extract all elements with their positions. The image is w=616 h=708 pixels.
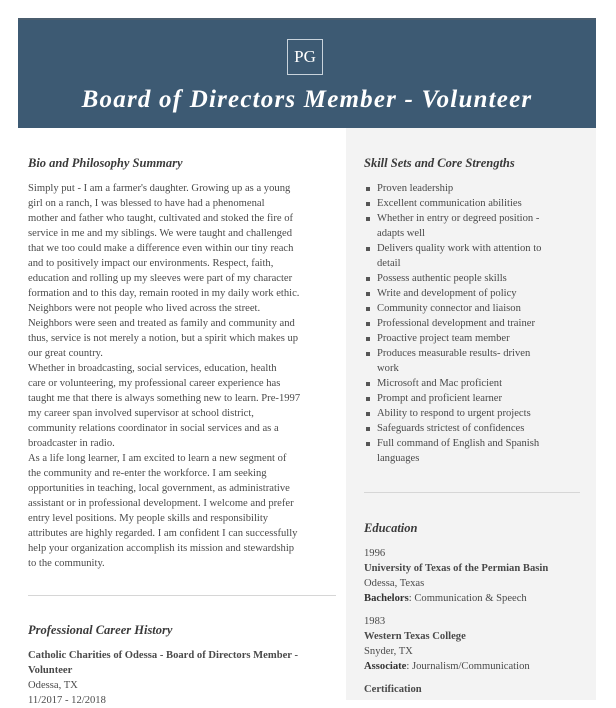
bullet-icon	[366, 352, 370, 356]
resume-header	[18, 18, 596, 128]
divider	[28, 595, 336, 596]
skill-text: languages	[377, 453, 420, 464]
education-entry	[364, 614, 580, 674]
bio-line: assistant or in professional development. I welcome and prefer	[28, 498, 294, 509]
skill-text: Delivers quality work with attention to	[377, 243, 542, 254]
skill-text: Full command of English and Spanish	[377, 438, 540, 449]
skill-item	[364, 406, 580, 421]
education-year: 1983	[364, 616, 386, 627]
skill-item	[364, 436, 580, 466]
skill-text: detail	[377, 258, 401, 269]
bullet-icon	[366, 412, 370, 416]
bio-line: the community and re-enter the workforce. I am seeking	[28, 468, 267, 479]
bio-line: to the community.	[28, 558, 105, 569]
bullet-icon	[366, 202, 370, 206]
skill-text: Possess authentic people skills	[377, 273, 507, 284]
degree-field: : Journalism/Communication	[406, 661, 530, 672]
skill-text: Community connector and liaison	[377, 303, 521, 314]
career-line: 11/2017 - 12/2018	[28, 695, 106, 706]
career-entry	[28, 648, 336, 708]
bio-line: broadcaster in radio.	[28, 438, 115, 449]
education-location: Snyder, TX	[364, 646, 413, 657]
bullet-icon	[366, 247, 370, 251]
degree-field: : Communication & Speech	[408, 593, 527, 604]
bio-line: mother and father who taught, cultivated and stoked the fire of	[28, 213, 294, 224]
skill-text: Safeguards strictest of confidences	[377, 423, 525, 434]
bio-line: my career span involved supervisor at school district,	[28, 408, 254, 419]
bio-line: attributes are highly regarded. I am confident I can successfully	[28, 528, 298, 539]
bio-line: Simply put - I am a farmer's daughter. Growing up as a young	[28, 183, 291, 194]
bio-line: formation and to this day, remain rooted in my daily work ethic.	[28, 288, 300, 299]
skill-item	[364, 376, 580, 391]
bio-line: opportunities in teaching, local government, as administrative	[28, 483, 290, 494]
skill-item	[364, 286, 580, 301]
bio-line: and to positively impact our environments. Respect, faith,	[28, 258, 274, 269]
education-school: Western Texas College	[364, 631, 466, 642]
skill-item	[364, 331, 580, 346]
bio-line: service in me and my siblings. We were taught and challenged	[28, 228, 293, 239]
bio-line: entry level positions. My people skills and responsibility	[28, 513, 269, 524]
skills-list	[364, 181, 580, 466]
education-heading: Education	[364, 521, 418, 535]
skill-text: Whether in entry or degreed position -	[377, 213, 540, 224]
degree-label: Bachelors	[364, 593, 409, 604]
bio-line: taught me that there is always something new to learn. Pre-1997	[28, 393, 301, 404]
bio-line: Neighbors were seen and treated as family and community and	[28, 318, 295, 329]
main-column	[28, 150, 336, 708]
education-school: University of Texas of the Permian Basin	[364, 563, 549, 574]
skill-item	[364, 211, 580, 241]
skill-item	[364, 181, 580, 196]
skill-text: Ability to respond to urgent projects	[377, 408, 531, 419]
skill-item	[364, 271, 580, 286]
skill-text: Proven leadership	[377, 183, 454, 194]
skill-item	[364, 316, 580, 331]
education-degree	[364, 591, 580, 606]
bullet-icon	[366, 307, 370, 311]
education-entry	[364, 546, 580, 606]
bio-line: Whether in broadcasting, social services, education, health	[28, 363, 277, 374]
career-line: Odessa, TX	[28, 680, 78, 691]
bio-line: our great country.	[28, 348, 103, 359]
skill-text: Professional development and trainer	[377, 318, 535, 329]
bullet-icon	[366, 382, 370, 386]
skill-text: Write and development of policy	[377, 288, 517, 299]
career-line: Volunteer	[28, 665, 73, 676]
bio-heading: Bio and Philosophy Summary	[28, 156, 183, 170]
monogram: PG	[287, 39, 323, 75]
education-year: 1996	[364, 548, 386, 559]
bio-line: that we too could make a difference even within our tiny reach	[28, 243, 294, 254]
bio-line: education and rolling up my sleeves were part of my character	[28, 273, 293, 284]
bullet-icon	[366, 442, 370, 446]
certification-heading: Certification	[364, 684, 422, 695]
bio-line: As a life long learner, I am excited to learn a new segment of	[28, 453, 287, 464]
bio-line: thus, service is not merely a notion, but a spirit which makes up	[28, 333, 299, 344]
bio-line: care or volunteering, my professional career experience has	[28, 378, 281, 389]
degree-label: Associate	[364, 661, 407, 672]
divider	[364, 492, 580, 493]
bullet-icon	[366, 292, 370, 296]
bio-line: Neighbors were not people who lived across the street.	[28, 303, 261, 314]
skill-item	[364, 421, 580, 436]
skill-text: Produces measurable results- driven	[377, 348, 531, 359]
skill-item	[364, 196, 580, 211]
bio-line: help your organization accomplish its mission and stewardship	[28, 543, 295, 554]
bio-line: girl on a ranch, I was blessed to have had a phenomenal	[28, 198, 265, 209]
education-degree	[364, 659, 580, 674]
bullet-icon	[366, 337, 370, 341]
skill-text: Prompt and proficient learner	[377, 393, 503, 404]
bullet-icon	[366, 277, 370, 281]
skill-text: Microsoft and Mac proficient	[377, 378, 503, 389]
bullet-icon	[366, 427, 370, 431]
bullet-icon	[366, 187, 370, 191]
education-list	[364, 546, 580, 697]
bullet-icon	[366, 397, 370, 401]
skill-item	[364, 241, 580, 271]
sidebar	[346, 128, 596, 700]
skill-item	[364, 301, 580, 316]
skills-heading: Skill Sets and Core Strengths	[364, 156, 515, 170]
career-line: Catholic Charities of Odessa - Board of Directors Member -	[28, 650, 298, 661]
skill-text: work	[377, 363, 399, 374]
education-location: Odessa, Texas	[364, 578, 425, 589]
bio-text	[28, 181, 336, 571]
bio-line: community relations coordinator in social services and as a	[28, 423, 279, 434]
skill-text: Proactive project team member	[377, 333, 510, 344]
bullet-icon	[366, 217, 370, 221]
skill-item	[364, 346, 580, 376]
skill-text: adapts well	[377, 228, 425, 239]
skill-text: Excellent communication abilities	[377, 198, 522, 209]
skill-item	[364, 391, 580, 406]
bullet-icon	[366, 322, 370, 326]
career-heading: Professional Career History	[28, 623, 173, 637]
page-title: Board of Directors Member - Volunteer	[81, 86, 533, 113]
